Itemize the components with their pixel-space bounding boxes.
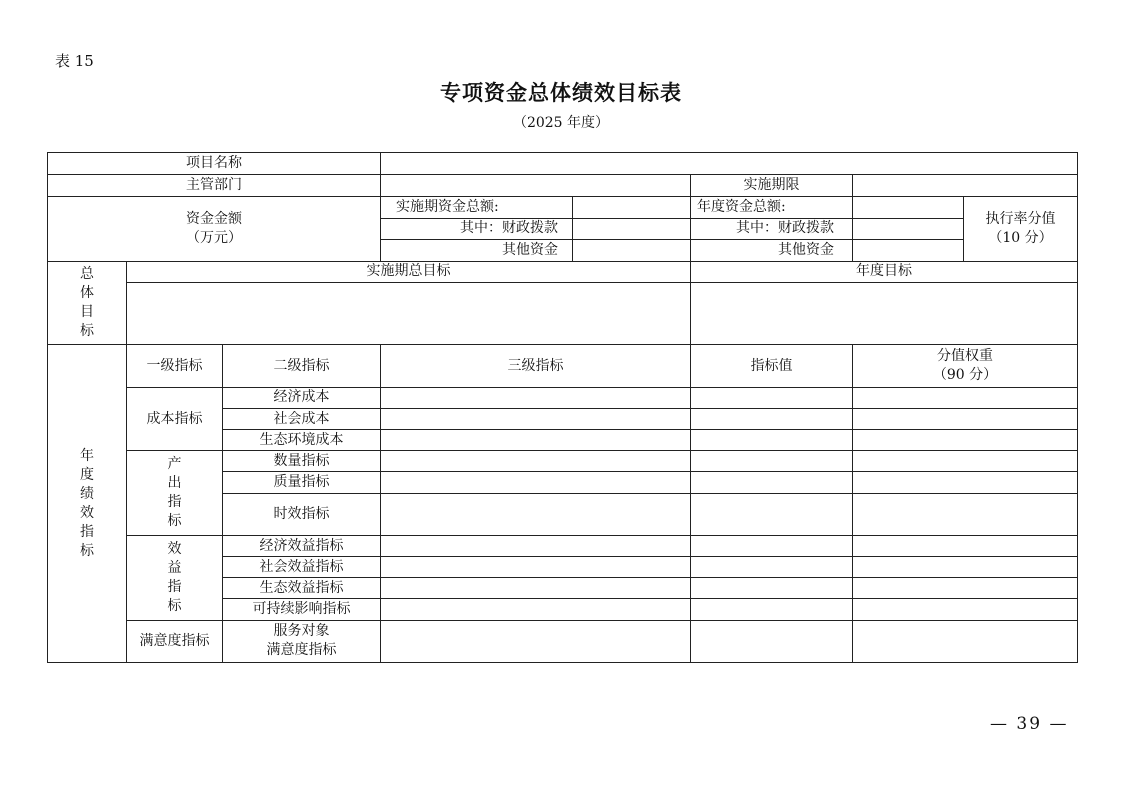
table-row (48, 620, 1078, 662)
output-indicator-label (127, 451, 223, 536)
table-row (48, 535, 1078, 556)
fund-amount-label (48, 197, 381, 261)
level3-cell (381, 620, 691, 662)
project-name-value (381, 153, 1078, 175)
weight-cell (853, 451, 1078, 472)
annual-fiscal-value (853, 218, 964, 239)
level2-header: 二级指标 (223, 345, 381, 387)
exec-score-label: 执行率分值 (985, 211, 1056, 228)
weight-cell (853, 557, 1078, 578)
overall-goal-char: 目 (80, 304, 94, 321)
period-other-label: 其他资金 (381, 239, 573, 261)
annual-other-label: 其他资金 (691, 239, 853, 261)
weight-cell (853, 408, 1078, 429)
level3-cell (381, 472, 691, 493)
output-char: 标 (167, 512, 182, 529)
value-cell (691, 535, 853, 556)
annual-total-label: 年度资金总额: (691, 197, 853, 218)
level3-cell (381, 578, 691, 599)
satisfaction-indicator-label: 满意度指标 (127, 620, 223, 662)
table-row (48, 261, 1078, 282)
benefit-item-social: 社会效益指标 (223, 557, 381, 578)
weight-cell (853, 578, 1078, 599)
exec-score-cell (964, 197, 1078, 261)
period-goal-content (127, 282, 691, 344)
satisfaction-item (223, 620, 381, 662)
table-row (48, 345, 1078, 387)
value-cell (691, 493, 853, 535)
cost-indicator-label: 成本指标 (127, 387, 223, 450)
value-cell (691, 557, 853, 578)
cost-item-ecological: 生态环境成本 (223, 430, 381, 451)
period-goal-header: 实施期总目标 (127, 261, 691, 282)
cost-item-social: 社会成本 (223, 408, 381, 429)
table-number: 表 15 (55, 52, 94, 70)
page-title: 专项资金总体绩效目标表 (440, 81, 682, 105)
value-cell (691, 578, 853, 599)
table-row (48, 175, 1078, 197)
exec-score-points: （10 分） (988, 230, 1053, 247)
annual-total-value (853, 197, 964, 218)
level3-cell (381, 387, 691, 408)
benefit-item-economic: 经济效益指标 (223, 535, 381, 556)
value-header: 指标值 (691, 345, 853, 387)
weight-header (853, 345, 1078, 387)
annual-other-value (853, 239, 964, 261)
weight-cell (853, 599, 1078, 620)
indicator-char: 指 (80, 523, 94, 540)
overall-goal-char: 体 (80, 285, 94, 302)
output-char: 产 (167, 456, 182, 473)
value-cell (691, 599, 853, 620)
satisfaction-item-line1: 服务对象 (273, 623, 330, 640)
level3-cell (381, 408, 691, 429)
period-fiscal-label: 其中：财政拨款 (381, 218, 573, 239)
value-cell (691, 620, 853, 662)
weight-cell (853, 387, 1078, 408)
value-cell (691, 387, 853, 408)
project-name-label: 项目名称 (48, 153, 381, 175)
overall-goal-label (48, 261, 127, 345)
weight-cell (853, 535, 1078, 556)
output-char: 出 (167, 475, 182, 492)
annual-goal-header: 年度目标 (691, 261, 1078, 282)
level3-cell (381, 535, 691, 556)
annual-goal-content (691, 282, 1078, 344)
period-other-value (573, 239, 691, 261)
indicator-char: 年 (80, 448, 94, 465)
level3-cell (381, 557, 691, 578)
weight-points: （90 分） (932, 367, 998, 384)
overall-goal-char: 总 (80, 266, 94, 283)
level3-header: 三级指标 (381, 345, 691, 387)
benefit-char: 益 (167, 559, 182, 576)
level3-cell (381, 493, 691, 535)
indicator-char: 标 (80, 542, 94, 559)
period-total-label: 实施期资金总额: (381, 197, 573, 218)
benefit-char: 标 (167, 597, 182, 614)
indicator-char: 绩 (80, 485, 94, 502)
weight-cell (853, 430, 1078, 451)
period-value (853, 175, 1078, 197)
annual-indicator-label (48, 345, 127, 663)
cost-item-economic: 经济成本 (223, 387, 381, 408)
indicator-char: 度 (80, 466, 94, 483)
table-row (48, 197, 1078, 218)
table-row (48, 153, 1078, 175)
weight-cell (853, 620, 1078, 662)
department-label: 主管部门 (48, 175, 381, 197)
performance-target-table (47, 152, 1078, 663)
table-row (48, 387, 1078, 408)
level3-cell (381, 451, 691, 472)
weight-label: 分值权重 (937, 348, 994, 365)
benefit-char: 指 (167, 578, 182, 595)
page-subtitle: （2025 年度） (512, 115, 610, 131)
satisfaction-item-line2: 满意度指标 (266, 642, 337, 659)
period-label: 实施期限 (691, 175, 853, 197)
table-row (48, 282, 1078, 344)
period-total-value (573, 197, 691, 218)
page-number: — 39 — (990, 714, 1069, 734)
fund-amount-text: 资金金额 (186, 211, 242, 228)
level3-cell (381, 599, 691, 620)
benefit-char: 效 (167, 540, 182, 557)
fund-unit-text: （万元） (186, 230, 242, 247)
value-cell (691, 472, 853, 493)
value-cell (691, 408, 853, 429)
table-row (48, 451, 1078, 472)
overall-goal-char: 标 (80, 323, 94, 340)
annual-fiscal-label: 其中：财政拨款 (691, 218, 853, 239)
output-char: 指 (167, 494, 182, 511)
output-item-quality: 质量指标 (223, 472, 381, 493)
benefit-item-sustainable: 可持续影响指标 (223, 599, 381, 620)
level1-header: 一级指标 (127, 345, 223, 387)
weight-cell (853, 493, 1078, 535)
period-fiscal-value (573, 218, 691, 239)
department-value (381, 175, 691, 197)
indicator-char: 效 (80, 504, 94, 521)
benefit-item-ecological: 生态效益指标 (223, 578, 381, 599)
value-cell (691, 430, 853, 451)
level3-cell (381, 430, 691, 451)
benefit-indicator-label (127, 535, 223, 620)
value-cell (691, 451, 853, 472)
weight-cell (853, 472, 1078, 493)
output-item-quantity: 数量指标 (223, 451, 381, 472)
output-item-timeliness: 时效指标 (223, 493, 381, 535)
